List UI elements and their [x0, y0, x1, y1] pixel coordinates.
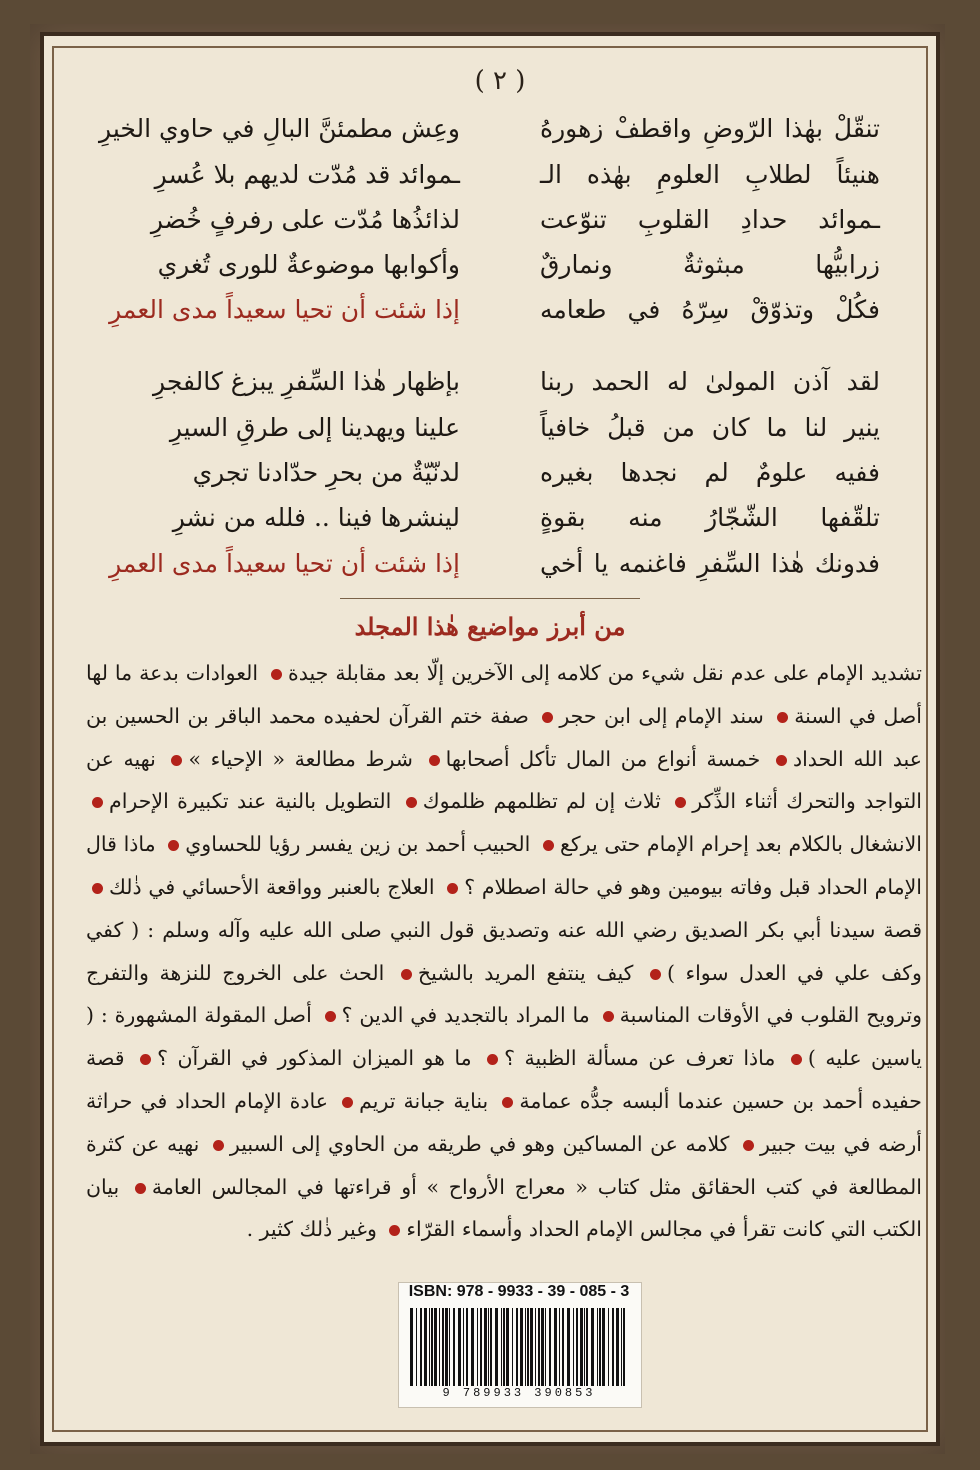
barcode-bar [495, 1308, 498, 1386]
section-divider [340, 598, 640, 599]
bullet-icon [502, 1097, 513, 1108]
barcode-bar [431, 1308, 433, 1386]
verse-left-hemistich: ـموائد قد مُدّت لديهم بلا عُسرِ [154, 159, 460, 189]
barcode-bar [567, 1308, 570, 1386]
barcode-bar [488, 1308, 489, 1386]
barcode-bar [416, 1308, 417, 1386]
barcode-bar [525, 1308, 526, 1386]
topic-item: صفة ختم القرآن لحفيده محمد الباقر بن الحسين بن عبد الله الحداد [86, 703, 922, 771]
barcode-bar [602, 1308, 605, 1386]
barcode-bar [449, 1308, 450, 1386]
bullet-icon [487, 1054, 498, 1065]
barcode-bar [580, 1308, 583, 1386]
barcode-bar [466, 1308, 468, 1386]
poem-verse [109, 540, 880, 586]
poem-verse [120, 404, 880, 450]
barcode-image [408, 1308, 630, 1386]
poem-verse [120, 196, 880, 242]
verse-left-hemistich: وعِش مطمئنَّ البالِ في حاوي الخيرِ [99, 113, 460, 143]
barcode-bar [503, 1308, 505, 1386]
barcode-bar [527, 1308, 529, 1386]
topic-item: ماذا تعرف عن مسألة الظبية ؟ [504, 1046, 776, 1071]
verse-right-hemistich: فدونك هٰذا السِّفرِ فاغنمه يا أخي [540, 548, 880, 578]
barcode-bar [453, 1308, 455, 1386]
barcode-bar [463, 1308, 464, 1386]
verse-right-hemistich: تلقّفها الشّجّارُ منه بقوةٍ [540, 502, 880, 532]
topic-item: تشديد الإمام على عدم نقل شيء من كلامه إلى الآخرين إلّا بعد مقابلة جيدة [288, 661, 922, 685]
verse-right-hemistich: ـموائد حدادِ القلوبِ تنوّعت [540, 204, 880, 234]
bullet-icon [543, 840, 554, 851]
barcode-bar [530, 1308, 533, 1386]
barcode-bar [480, 1308, 482, 1386]
barcode-bar [512, 1308, 513, 1386]
isbn-label: ISBN: 978 - 9933 - 39 - 085 - 3 [408, 1283, 630, 1300]
bullet-icon [401, 969, 412, 980]
bullet-icon [325, 1011, 336, 1022]
barcode-bar [520, 1308, 523, 1386]
verse-refrain: إذا شئت أن تحيا سعيداً مدى العمرِ [109, 294, 460, 324]
bullet-icon [743, 1140, 754, 1151]
bullet-icon [389, 1225, 400, 1236]
topic-item: ماذا قال الإمام الحداد قبل وفاته بيومين وهو في حالة اصطلام ؟ [86, 832, 922, 899]
topic-item: كيف ينتفع المريد بالشيخ [417, 960, 634, 985]
barcode-bar [420, 1308, 422, 1386]
verse-left-hemistich: علينا ويهدينا إلى طرقِ السيرِ [169, 412, 460, 442]
barcode-bar [471, 1308, 474, 1386]
bullet-icon [342, 1097, 353, 1108]
barcode-bar [584, 1308, 585, 1386]
bullet-icon [140, 1054, 151, 1065]
barcode-bar [535, 1308, 536, 1386]
topic-item: كلامه عن المساكين وهو في طريقه من الحاوي إلى السبير [229, 1131, 730, 1156]
poem-verse [120, 494, 880, 540]
topic-item: شرط مطالعة « الإحياء » [188, 746, 413, 771]
barcode-bar [608, 1308, 609, 1386]
topic-item: ما المراد بالتجديد في الدين ؟ [341, 1003, 590, 1028]
page-number: ( ٢ ) [474, 66, 526, 96]
topic-item: سند الإمام إلى ابن حجر [559, 703, 764, 728]
barcode-bar [442, 1308, 444, 1386]
barcode-digits: 9 789933 390853 [442, 1386, 596, 1400]
bullet-icon [168, 840, 179, 851]
barcode-bar [439, 1308, 440, 1386]
barcode-bar [562, 1308, 564, 1386]
bullet-icon [447, 883, 458, 894]
topic-item: ما هو الميزان المذكور في القرآن ؟ [157, 1046, 472, 1071]
topic-item: الانشغال بالكلام بعد إحرام الإمام حتى يركع [560, 832, 922, 857]
barcode-bar [506, 1308, 509, 1386]
barcode-bar [545, 1308, 546, 1386]
bullet-icon [675, 797, 686, 808]
barcode-bar [458, 1308, 461, 1386]
verse-right-hemistich: لقد آذن المولىٰ له الحمد ربنا [540, 366, 880, 396]
verse-right-hemistich: تنقّلْ بهٰذا الرّوضِ واقطفْ زهورهُ [540, 113, 880, 143]
bullet-icon [171, 755, 182, 766]
topic-item: ثلاث إن لم تظلمهم ظلموك [422, 789, 661, 814]
bullet-icon [603, 1011, 614, 1022]
verse-right-hemistich: ففيه علومٌ لم نجدها بغيره [540, 457, 880, 487]
bullet-icon [92, 883, 103, 894]
bullet-icon [213, 1140, 224, 1151]
bullet-icon [776, 755, 787, 766]
barcode-bar [501, 1308, 502, 1386]
poem-verse [120, 358, 880, 404]
barcode-bar [434, 1308, 437, 1386]
bullet-icon [135, 1183, 146, 1194]
topic-item: الحبيب أحمد بن زين يفسر رؤيا للحساوي [185, 832, 531, 857]
barcode-bar [554, 1308, 557, 1386]
topic-item: بيان الكتب التي كانت تقرأ في مجالس الإمام الحداد وأسماء القرّاء [86, 1174, 922, 1242]
barcode-bar [541, 1308, 544, 1386]
barcode-bar [597, 1308, 598, 1386]
barcode-bar [516, 1308, 518, 1386]
barcode-bar [424, 1308, 427, 1386]
barcode-bar [429, 1308, 430, 1386]
verse-left-hemistich: لذائذُها مُدّت على رفرفٍ خُضرِ [150, 204, 460, 234]
topic-item: العلاج بالعنبر وواقعة الأحسائي في ذٰلك [109, 874, 435, 899]
bullet-icon [406, 797, 417, 808]
topics-list [86, 652, 922, 1251]
topic-item: قصة سيدنا أبي بكر الصديق رضي الله عنه وتصديق قول النبي صلى الله عليه وآله وسلم : ( كفي وكف علي في العدل سواء ) [86, 917, 922, 985]
barcode-bar [549, 1308, 551, 1386]
barcode-bar [477, 1308, 478, 1386]
poem-verse [120, 449, 880, 495]
barcode-bar [591, 1308, 594, 1386]
verse-right-hemistich: فكُلْ وتذوّقْ سِرّهُ في طعامه [540, 294, 880, 324]
topic-item: أصل المقولة المشهورة : ( ياسين عليه ) [86, 1003, 922, 1071]
barcode-bar [576, 1308, 578, 1386]
verse-right-hemistich: هنيئاً لطلابِ العلومِ بهٰذه الـ [540, 159, 880, 189]
topic-item: قصة حفيده أحمد بن حسين عندما ألبسه جدُّه عمامة [86, 1046, 922, 1113]
topic-item: وغير ذٰلك كثير . [246, 1217, 377, 1242]
bullet-icon [429, 755, 440, 766]
topic-item: العوادات بدعة ما لها أصل في السنة [86, 661, 922, 728]
verse-left-hemistich: بإظهار هٰذا السِّفرِ يبزغ كالفجرِ [153, 366, 460, 396]
bullet-icon [542, 712, 553, 723]
poem-verse [120, 241, 880, 287]
verse-left-hemistich: وأكوابها موضوعةٌ للورى تُغري [157, 249, 460, 279]
barcode-bar [573, 1308, 574, 1386]
verse-left-hemistich: لدنّيّةٌ من بحرِ حدّادنا تجري [192, 457, 460, 487]
topic-item: بناية جبانة تريم [359, 1088, 489, 1113]
barcode-bar [410, 1308, 413, 1386]
bullet-icon [650, 969, 661, 980]
barcode-bar [599, 1308, 601, 1386]
topic-item: نهيه عن كثرة المطالعة في كتب الحقائق مثل كتاب « معراج الأرواح » أو قراءتها في المجالس العامة [86, 1131, 922, 1199]
barcode-bar [490, 1308, 492, 1386]
bullet-icon [92, 797, 103, 808]
topic-item: خمسة أنواع من المال تأكل أصحابها [445, 746, 761, 771]
topic-item: نهيه عن التواجد والتحرك أثناء الذِّكر [86, 746, 923, 814]
barcode-bar [621, 1308, 622, 1386]
bullet-icon [271, 669, 282, 680]
verse-left-hemistich: لينشرها فينا .. فلله من نشرِ [172, 502, 460, 532]
section-title: من أبرز مواضيع هٰذا المجلد [354, 612, 626, 641]
barcode-bar [616, 1308, 619, 1386]
barcode-bar [559, 1308, 560, 1386]
verse-right-hemistich: ينير لنا ما كان من قبلُ خافياً [540, 412, 880, 442]
barcode-bar [538, 1308, 540, 1386]
poem-verse [99, 105, 880, 151]
barcode-bar [445, 1308, 448, 1386]
barcode-bar [586, 1308, 588, 1386]
barcode-bar [484, 1308, 487, 1386]
verse-refrain: إذا شئت أن تحيا سعيداً مدى العمرِ [109, 548, 460, 578]
topic-item: عادة الإمام الحداد في حراثة أرضه في بيت جبير [86, 1088, 922, 1156]
poem-verse [109, 286, 880, 332]
barcode-bar [612, 1308, 614, 1386]
poem-verse [120, 151, 880, 197]
topic-item: التطويل بالنية عند تكبيرة الإحرام [109, 789, 392, 814]
bullet-icon [791, 1054, 802, 1065]
verse-right-hemistich: زرابيُّها مبثوثةٌ ونمارقٌ [540, 249, 880, 279]
bullet-icon [777, 712, 788, 723]
barcode-bar [623, 1308, 625, 1386]
topic-item: الحث على الخروج للنزهة والتفرج وترويح القلوب في الأوقات المناسبة [86, 960, 922, 1028]
